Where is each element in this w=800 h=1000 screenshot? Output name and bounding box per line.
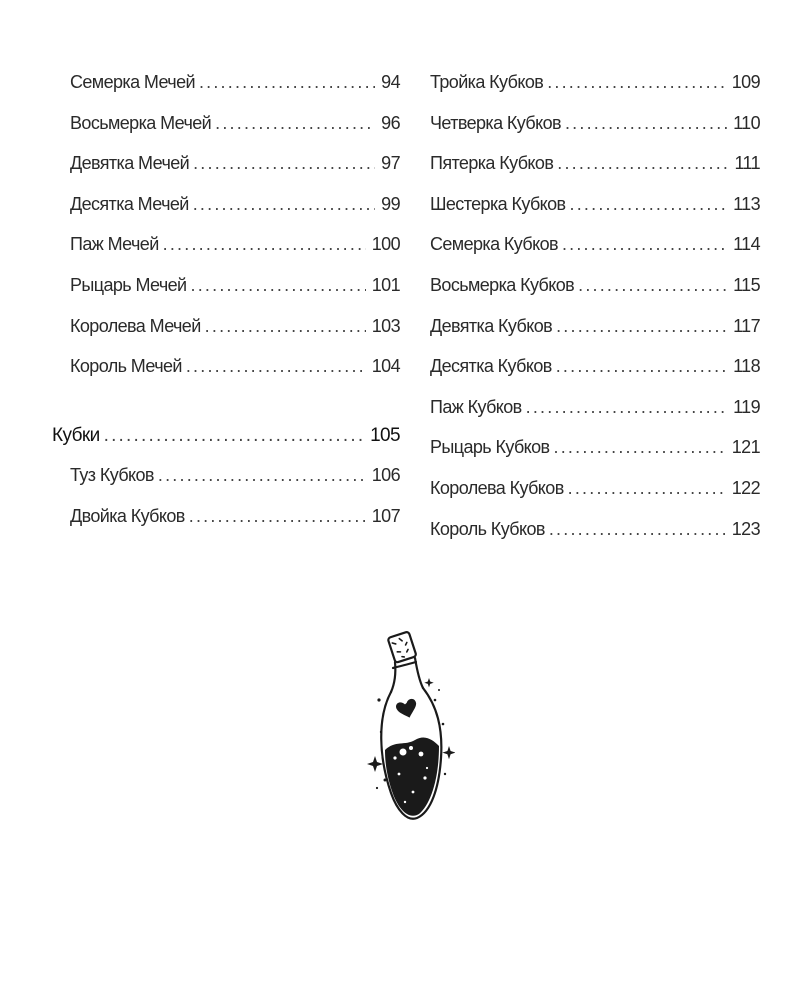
toc-entry-page: 115: [733, 274, 760, 295]
toc-entry-title: Десятка Мечей: [70, 193, 189, 214]
toc-entry-page: 106: [371, 465, 400, 486]
toc-entry[interactable]: [52, 72, 400, 113]
toc-entry[interactable]: [430, 275, 760, 316]
toc-entry-page: 100: [371, 234, 400, 255]
toc-leader-dots: [104, 425, 365, 447]
toc-leader-dots: [158, 465, 366, 486]
toc-entry-title: Восьмерка Кубков: [430, 274, 575, 295]
toc-entry[interactable]: [52, 113, 400, 154]
toc-entry-page: 107: [371, 505, 400, 526]
toc-entry-title: Королева Кубков: [430, 477, 564, 498]
toc-entry-page: 121: [731, 437, 760, 458]
toc-entry[interactable]: [52, 194, 400, 235]
toc-leader-dots: [578, 275, 727, 296]
toc-leader-dots: [565, 113, 727, 134]
potion-bottle-icon: [365, 628, 455, 828]
toc-leader-dots: [547, 72, 726, 93]
toc-leader-dots: [163, 234, 366, 255]
toc-leader-dots: [526, 397, 727, 418]
toc-entry[interactable]: [52, 356, 400, 397]
toc-leader-dots: [556, 356, 727, 377]
toc-leader-dots: [199, 72, 375, 93]
toc-leader-dots: [189, 506, 366, 527]
toc-entry-page: 114: [733, 234, 760, 255]
toc-entry[interactable]: [52, 275, 400, 316]
toc-entry[interactable]: [52, 465, 400, 506]
toc-entry-title: Двойка Кубков: [70, 505, 185, 526]
toc-entry-page: 94: [381, 72, 400, 92]
toc-entry-title: Шестерка Кубков: [430, 193, 566, 214]
toc-entry-page: 113: [733, 193, 760, 214]
toc-entry-page: 99: [381, 193, 400, 214]
toc-leader-dots: [205, 316, 366, 337]
toc-entry-page: 110: [733, 112, 760, 133]
toc-entry-page: 103: [371, 315, 400, 336]
toc-entry-page: 123: [731, 518, 760, 539]
toc-leader-dots: [557, 153, 728, 174]
toc-entry-page: 122: [731, 477, 760, 498]
toc-entry-title: Король Кубков: [430, 518, 545, 539]
toc-entry[interactable]: [430, 234, 760, 275]
toc-leader-dots: [186, 356, 366, 377]
toc-entry[interactable]: [52, 316, 400, 357]
toc-entry[interactable]: [430, 153, 760, 194]
toc-entry-page: 117: [733, 315, 760, 336]
toc-entry[interactable]: [52, 506, 400, 547]
toc-entry-page: 118: [733, 356, 760, 377]
toc-right-column: [430, 72, 760, 559]
toc-leader-dots: [554, 437, 726, 458]
toc-entry-title: Семерка Кубков: [430, 234, 558, 255]
toc-entry-page: 111: [734, 153, 760, 174]
toc-entry[interactable]: [430, 356, 760, 397]
toc-entry-title: Девятка Мечей: [70, 153, 190, 174]
toc-leader-dots: [215, 113, 375, 134]
toc-entry-title: Тройка Кубков: [430, 72, 544, 92]
toc-entry[interactable]: [430, 316, 760, 357]
toc-entry-title: Король Мечей: [70, 356, 182, 377]
toc-leader-dots: [568, 478, 726, 499]
toc-entry[interactable]: [52, 234, 400, 275]
toc-entry-page: 101: [371, 274, 400, 295]
toc-entry-page: 104: [371, 356, 400, 377]
toc-entry[interactable]: [430, 113, 760, 154]
toc-entry-page: 119: [733, 396, 760, 417]
toc-entry[interactable]: [430, 478, 760, 519]
toc-entry-page: 96: [381, 112, 400, 133]
toc-section-page: 105: [370, 424, 400, 446]
toc-entry-title: Десятка Кубков: [430, 356, 552, 377]
toc-entry[interactable]: [430, 194, 760, 235]
toc-leader-dots: [549, 519, 726, 540]
toc-entry-title: Туз Кубков: [70, 465, 154, 486]
toc-entry-title: Девятка Кубков: [430, 315, 553, 336]
toc-entry[interactable]: [430, 519, 760, 560]
toc-entry-title: Рыцарь Мечей: [70, 274, 187, 295]
toc-entry-title: Паж Кубков: [430, 396, 522, 417]
toc-entry-title: Семерка Мечей: [70, 72, 195, 92]
toc-entry-title: Королева Мечей: [70, 315, 201, 336]
toc-left-column: [52, 72, 400, 547]
toc-entry-page: 97: [381, 153, 400, 174]
toc-leader-dots: [562, 234, 727, 255]
toc-entry[interactable]: [430, 437, 760, 478]
toc-entry[interactable]: [430, 72, 760, 113]
toc-leader-dots: [570, 194, 728, 215]
toc-leader-dots: [556, 316, 727, 337]
toc-entry[interactable]: [430, 397, 760, 438]
toc-leader-dots: [193, 194, 375, 215]
toc-entry-page: 109: [731, 72, 760, 92]
toc-entry-title: Пятерка Кубков: [430, 153, 554, 174]
toc-entry-title: Рыцарь Кубков: [430, 437, 550, 458]
toc-leader-dots: [193, 153, 375, 174]
toc-entry-title: Восьмерка Мечей: [70, 112, 212, 133]
section-spacer: [52, 397, 400, 425]
toc-section-title: Кубки: [52, 424, 100, 446]
toc-entry[interactable]: [52, 153, 400, 194]
toc-entry-title: Четверка Кубков: [430, 112, 561, 133]
toc-entry-title: Паж Мечей: [70, 234, 159, 255]
toc-section-cups[interactable]: [52, 425, 400, 466]
toc-leader-dots: [191, 275, 366, 296]
